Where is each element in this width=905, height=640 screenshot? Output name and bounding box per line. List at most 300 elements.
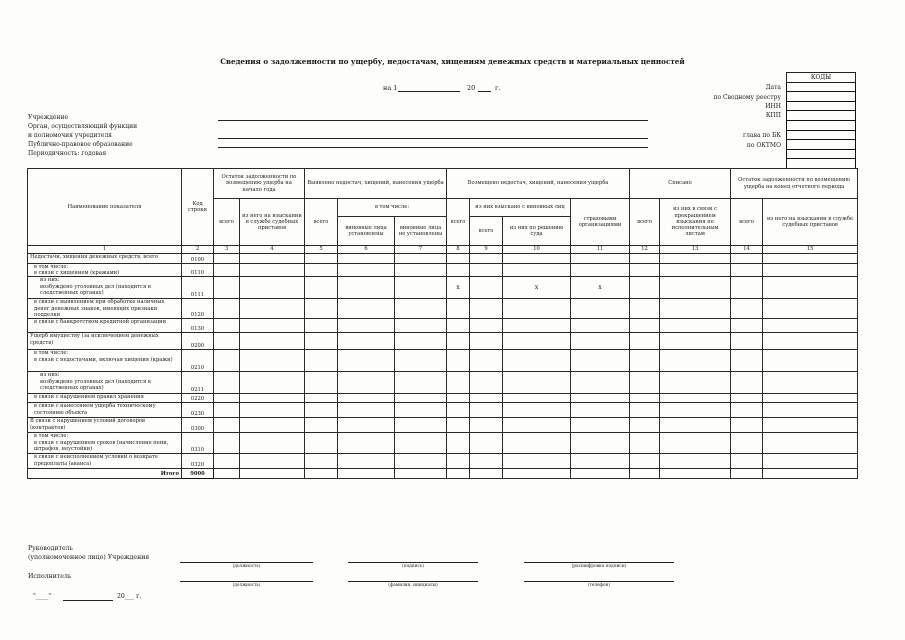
value-cell[interactable] xyxy=(240,403,305,418)
not-applicable-mark: х xyxy=(447,277,470,299)
value-cell[interactable] xyxy=(763,254,858,264)
header-by-court: из них по решению суда xyxy=(503,217,571,246)
date-year-prefix: 20 xyxy=(467,84,476,92)
table-row xyxy=(28,433,858,454)
value-cell[interactable] xyxy=(731,454,763,469)
value-cell[interactable] xyxy=(470,299,503,319)
value-cell[interactable] xyxy=(660,372,731,394)
value-cell[interactable] xyxy=(660,433,731,454)
value-cell[interactable] xyxy=(395,319,447,333)
row-code: 0130 xyxy=(182,319,214,333)
table-body xyxy=(28,254,858,469)
row-name: в том числе: в связи с нарушением сроков (начисление пени, штрафов, неустойки) xyxy=(28,433,182,454)
value-cell[interactable] xyxy=(630,454,660,469)
label-date: Дата xyxy=(765,84,781,91)
row-code: 0200 xyxy=(182,333,214,350)
label-periodicity: Периодичность: годовая xyxy=(28,150,107,157)
value-cell[interactable] xyxy=(447,254,470,264)
code-date[interactable] xyxy=(787,82,856,92)
caption-signature: (подпись) xyxy=(402,564,424,569)
row-code: 0100 xyxy=(182,254,214,264)
value-cell[interactable] xyxy=(630,433,660,454)
value-cell[interactable] xyxy=(630,350,660,372)
value-cell[interactable] xyxy=(763,333,858,350)
value-cell[interactable] xyxy=(470,454,503,469)
caption-decoding: (расшифровка подписи) xyxy=(571,564,627,569)
value-cell[interactable] xyxy=(214,372,240,394)
value-cell[interactable] xyxy=(660,299,731,319)
row-name: в связи с банкротством кредитной организации xyxy=(28,319,182,333)
header-recovered-total: всего xyxy=(470,217,503,246)
header-terminated: из них в связи с прекращением взыскания по исполнительным листам xyxy=(660,199,731,246)
label-bk-chapter: глава по БК xyxy=(743,132,781,139)
head-position-field[interactable] xyxy=(180,562,313,563)
column-number: 13 xyxy=(660,246,731,254)
value-cell[interactable] xyxy=(660,333,731,350)
value-cell[interactable] xyxy=(395,254,447,264)
value-cell[interactable] xyxy=(338,264,395,277)
row-name: В связи с нарушением условий договоров (контрактов) xyxy=(28,418,182,433)
column-number: 9 xyxy=(470,246,503,254)
header-repaid-total: всего xyxy=(447,199,470,246)
value-cell[interactable] xyxy=(763,372,858,394)
value-cell[interactable] xyxy=(338,254,395,264)
value-cell[interactable] xyxy=(305,333,338,350)
value-cell[interactable] xyxy=(447,418,470,433)
main-table xyxy=(27,168,858,479)
header-code: Код строки xyxy=(182,169,214,246)
value-cell[interactable] xyxy=(338,350,395,372)
value-cell[interactable] xyxy=(731,277,763,299)
value-cell[interactable] xyxy=(338,277,395,299)
executor-phone-field[interactable] xyxy=(524,581,674,582)
value-cell[interactable] xyxy=(763,454,858,469)
row-name: в том числе: в связи с хищением (кражами) xyxy=(28,264,182,277)
value-cell[interactable] xyxy=(763,299,858,319)
value-cell[interactable] xyxy=(503,299,571,319)
head-decoding-field[interactable] xyxy=(524,562,674,563)
value-cell[interactable] xyxy=(503,372,571,394)
header-written-off-total: всего xyxy=(630,199,660,246)
value-cell[interactable] xyxy=(470,372,503,394)
value-cell[interactable] xyxy=(660,277,731,299)
code-empty-3[interactable] xyxy=(787,159,856,169)
value-cell[interactable] xyxy=(395,372,447,394)
value-cell[interactable] xyxy=(660,319,731,333)
value-cell[interactable] xyxy=(447,333,470,350)
value-cell[interactable] xyxy=(470,394,503,403)
table-row xyxy=(28,319,858,333)
value-cell[interactable] xyxy=(214,433,240,454)
executor-position-field[interactable] xyxy=(180,581,313,582)
value-cell[interactable] xyxy=(305,454,338,469)
value-cell[interactable] xyxy=(503,254,571,264)
value-cell[interactable] xyxy=(571,433,630,454)
table-row xyxy=(28,394,858,403)
value-cell[interactable] xyxy=(763,264,858,277)
report-title: Сведения о задолженности по ущербу, недостачам, хищениям денежных средств и материальных ценностей xyxy=(220,57,685,66)
code-bk-chapter[interactable] xyxy=(787,140,856,150)
total-code: 9000 xyxy=(182,469,214,479)
code-inn[interactable] xyxy=(787,101,856,111)
value-cell[interactable] xyxy=(763,403,858,418)
value-cell[interactable] xyxy=(660,394,731,403)
row-code: 0220 xyxy=(182,394,214,403)
value-cell[interactable] xyxy=(660,403,731,418)
value-cell[interactable] xyxy=(470,350,503,372)
value-cell[interactable] xyxy=(395,277,447,299)
value-cell[interactable] xyxy=(470,319,503,333)
value-cell[interactable] xyxy=(571,350,630,372)
value-cell[interactable] xyxy=(503,418,571,433)
value-cell[interactable] xyxy=(214,403,240,418)
row-name: из них: возбуждено уголовных дел (находится в следственных органах) xyxy=(28,277,182,299)
label-founder-2: и полномочия учредителя xyxy=(28,132,112,139)
total-label: Итого xyxy=(28,469,182,479)
column-number: 4 xyxy=(240,246,305,254)
code-oktmo[interactable] xyxy=(787,149,856,159)
value-cell[interactable] xyxy=(503,433,571,454)
header-name: Наименование показателя xyxy=(28,169,182,246)
code-registry[interactable] xyxy=(787,92,856,102)
sign-date-month-field[interactable] xyxy=(63,600,113,601)
value-cell[interactable] xyxy=(305,254,338,264)
value-cell[interactable] xyxy=(571,264,630,277)
table-row xyxy=(28,277,858,299)
table-row xyxy=(28,403,858,418)
value-cell[interactable] xyxy=(470,403,503,418)
value-cell[interactable] xyxy=(447,394,470,403)
value-cell[interactable] xyxy=(338,433,395,454)
value-cell[interactable] xyxy=(305,319,338,333)
column-number: 1 xyxy=(28,246,182,254)
column-number: 7 xyxy=(395,246,447,254)
row-name: в связи с нарушением правил хранения xyxy=(28,394,182,403)
codes-table xyxy=(786,72,856,169)
code-empty-1[interactable] xyxy=(787,120,856,130)
value-cell[interactable] xyxy=(470,433,503,454)
value-cell[interactable] xyxy=(447,403,470,418)
row-name: в том числе: в связи с недостачами, включая хищения (кражи) xyxy=(28,350,182,372)
date-year-field[interactable] xyxy=(478,91,491,92)
total-row xyxy=(28,469,858,479)
value-cell[interactable] xyxy=(571,403,630,418)
row-name: Ущерб имуществу (за исключением денежных средств) xyxy=(28,333,182,350)
value-cell[interactable] xyxy=(630,277,660,299)
value-cell[interactable] xyxy=(447,433,470,454)
header-repaid: Возмещено недостач, хищений, нанесения ущерба xyxy=(447,169,630,199)
value-cell[interactable] xyxy=(305,264,338,277)
value-cell[interactable] xyxy=(338,299,395,319)
column-numbers-row xyxy=(28,246,858,254)
value-cell[interactable] xyxy=(630,372,660,394)
sign-date-year: 20___ г. xyxy=(117,593,142,600)
value-cell[interactable] xyxy=(763,433,858,454)
value-cell[interactable] xyxy=(447,264,470,277)
value-cell[interactable] xyxy=(240,333,305,350)
value-cell[interactable] xyxy=(395,418,447,433)
column-number: 5 xyxy=(305,246,338,254)
value-cell[interactable] xyxy=(395,403,447,418)
value-cell[interactable] xyxy=(731,350,763,372)
caption-phone: (телефон) xyxy=(587,583,611,588)
value-cell[interactable] xyxy=(214,333,240,350)
header-detected: Выявлено недостач, хищений, нанесения ущерба xyxy=(305,169,447,199)
value-cell[interactable] xyxy=(395,433,447,454)
value-cell[interactable] xyxy=(395,350,447,372)
value-cell[interactable] xyxy=(240,264,305,277)
value-cell[interactable] xyxy=(731,319,763,333)
value-cell[interactable] xyxy=(447,299,470,319)
value-cell[interactable] xyxy=(395,333,447,350)
caption-position-2: (должность) xyxy=(232,583,261,588)
row-code: 0210 xyxy=(182,350,214,372)
value-cell[interactable] xyxy=(395,299,447,319)
code-kpp[interactable] xyxy=(787,111,856,121)
not-applicable-mark: х xyxy=(571,277,630,299)
value-cell[interactable] xyxy=(571,372,630,394)
code-empty-2[interactable] xyxy=(787,130,856,140)
value-cell[interactable] xyxy=(338,372,395,394)
value-cell[interactable] xyxy=(630,264,660,277)
row-code: 0320 xyxy=(182,454,214,469)
row-code: 0300 xyxy=(182,418,214,433)
value-cell[interactable] xyxy=(630,299,660,319)
value-cell[interactable] xyxy=(305,394,338,403)
value-cell[interactable] xyxy=(630,333,660,350)
value-cell[interactable] xyxy=(503,350,571,372)
value-cell[interactable] xyxy=(214,277,240,299)
date-day-month-field[interactable] xyxy=(398,91,460,92)
head-label-1: Руководитель xyxy=(28,545,73,552)
value-cell[interactable] xyxy=(240,372,305,394)
label-institution: Учреждение xyxy=(28,114,69,121)
value-cell[interactable] xyxy=(731,394,763,403)
value-cell[interactable] xyxy=(470,277,503,299)
label-registry: по Сводному реестру xyxy=(713,94,781,101)
header-written-off: Списано xyxy=(630,169,731,199)
header-opening: Остаток задолженности по возмещению ущерба на начало года xyxy=(214,169,305,199)
header-detected-total: всего xyxy=(305,199,338,246)
value-cell[interactable] xyxy=(503,333,571,350)
row-code: 0120 xyxy=(182,299,214,319)
table-row xyxy=(28,350,858,372)
row-name: в связи с нанесением ущерба техническому состоянию объекта xyxy=(28,403,182,418)
value-cell[interactable] xyxy=(660,454,731,469)
value-cell[interactable] xyxy=(763,319,858,333)
value-cell[interactable] xyxy=(447,319,470,333)
value-cell[interactable] xyxy=(338,394,395,403)
public-entity-field[interactable] xyxy=(218,147,648,148)
value-cell[interactable] xyxy=(763,394,858,403)
label-inn: ИНН xyxy=(765,103,781,110)
value-cell[interactable] xyxy=(660,254,731,264)
value-cell[interactable] xyxy=(240,433,305,454)
label-public-entity: Публично-правовое образование xyxy=(28,141,133,148)
date-suffix: г. xyxy=(495,84,501,92)
value-cell[interactable] xyxy=(731,254,763,264)
column-number: 11 xyxy=(571,246,630,254)
table-row xyxy=(28,333,858,350)
header-opening-total: всего xyxy=(214,199,240,246)
value-cell[interactable] xyxy=(214,299,240,319)
value-cell[interactable] xyxy=(305,372,338,394)
value-cell[interactable] xyxy=(338,454,395,469)
caption-position: (должность) xyxy=(232,564,261,569)
row-name: в связи с неисполнением условий о возврате предоплаты (аванса) xyxy=(28,454,182,469)
value-cell[interactable] xyxy=(470,418,503,433)
value-cell[interactable] xyxy=(395,394,447,403)
value-cell[interactable] xyxy=(660,350,731,372)
value-cell[interactable] xyxy=(571,418,630,433)
row-code: 0211 xyxy=(182,372,214,394)
value-cell[interactable] xyxy=(630,418,660,433)
header-closing: Остаток задолженности по возмещению ущерба на конец отчетного периода xyxy=(731,169,858,199)
value-cell[interactable] xyxy=(305,433,338,454)
value-cell[interactable] xyxy=(731,433,763,454)
value-cell[interactable] xyxy=(763,418,858,433)
value-cell[interactable] xyxy=(214,319,240,333)
value-cell[interactable] xyxy=(305,403,338,418)
value-cell[interactable] xyxy=(395,264,447,277)
value-cell[interactable] xyxy=(763,350,858,372)
value-cell[interactable] xyxy=(503,264,571,277)
caption-fio: (фамилия, инициалы) xyxy=(388,583,438,588)
value-cell[interactable] xyxy=(503,319,571,333)
column-number: 14 xyxy=(731,246,763,254)
value-cell[interactable] xyxy=(731,403,763,418)
row-code: 0310 xyxy=(182,433,214,454)
header-guilty-found: виновные лица установлены xyxy=(338,217,395,246)
header-recovered: из них взыскано с виновных лиц xyxy=(470,199,571,217)
value-cell[interactable] xyxy=(214,350,240,372)
value-cell[interactable] xyxy=(731,418,763,433)
value-cell[interactable] xyxy=(630,319,660,333)
table-row xyxy=(28,264,858,277)
value-cell[interactable] xyxy=(503,454,571,469)
table-row xyxy=(28,372,858,394)
value-cell[interactable] xyxy=(214,394,240,403)
table-row xyxy=(28,299,858,319)
value-cell[interactable] xyxy=(214,264,240,277)
value-cell[interactable] xyxy=(731,333,763,350)
value-cell[interactable] xyxy=(395,454,447,469)
executor-fio-field[interactable] xyxy=(348,581,478,582)
table-row xyxy=(28,418,858,433)
header-opening-court: из него на взыскании в службе судебных приставов xyxy=(240,199,305,246)
header-guilty-not-found: виновные лица не установлены xyxy=(395,217,447,246)
column-number: 10 xyxy=(503,246,571,254)
label-kpp: КПП xyxy=(765,112,781,119)
column-number: 15 xyxy=(763,246,858,254)
column-number: 2 xyxy=(182,246,214,254)
value-cell[interactable] xyxy=(571,454,630,469)
value-cell[interactable] xyxy=(214,254,240,264)
value-cell[interactable] xyxy=(214,454,240,469)
head-signature-field[interactable] xyxy=(348,562,478,563)
value-cell[interactable] xyxy=(305,299,338,319)
value-cell[interactable] xyxy=(240,350,305,372)
value-cell[interactable] xyxy=(338,333,395,350)
header-closing-court: из него на взыскании в службе судебных приставов xyxy=(763,199,858,246)
date-prefix: на 1 xyxy=(383,84,398,92)
table-row xyxy=(28,254,858,264)
institution-field[interactable] xyxy=(218,120,648,121)
value-cell[interactable] xyxy=(240,277,305,299)
value-cell[interactable] xyxy=(571,254,630,264)
value-cell[interactable] xyxy=(240,254,305,264)
head-label-2: (уполномоченное лицо) Учреждения xyxy=(28,554,150,561)
founder-field[interactable] xyxy=(218,138,648,139)
value-cell[interactable] xyxy=(240,454,305,469)
value-cell[interactable] xyxy=(571,333,630,350)
executor-label: Исполнитель xyxy=(28,573,72,580)
value-cell[interactable] xyxy=(447,372,470,394)
header-closing-total: всего xyxy=(731,199,763,246)
column-number: 3 xyxy=(214,246,240,254)
value-cell[interactable] xyxy=(470,254,503,264)
value-cell[interactable] xyxy=(240,394,305,403)
header-insurance: страховыми организациями xyxy=(571,199,630,246)
header-in-that-number: в том числе: xyxy=(338,199,447,217)
value-cell[interactable] xyxy=(305,277,338,299)
value-cell[interactable] xyxy=(470,333,503,350)
column-number: 8 xyxy=(447,246,470,254)
value-cell[interactable] xyxy=(660,264,731,277)
value-cell[interactable] xyxy=(731,264,763,277)
label-founder-1: Орган, осуществляющий функции xyxy=(28,123,138,130)
label-oktmo: по ОКТМО xyxy=(746,142,781,149)
column-number: 6 xyxy=(338,246,395,254)
value-cell[interactable] xyxy=(571,394,630,403)
value-cell[interactable] xyxy=(630,394,660,403)
value-cell[interactable] xyxy=(447,454,470,469)
value-cell[interactable] xyxy=(571,299,630,319)
row-name: из них: возбуждено уголовных дел (находится в следственных органах) xyxy=(28,372,182,394)
row-code: 0111 xyxy=(182,277,214,299)
value-cell[interactable] xyxy=(630,254,660,264)
value-cell[interactable] xyxy=(470,264,503,277)
value-cell[interactable] xyxy=(503,394,571,403)
value-cell[interactable] xyxy=(571,319,630,333)
row-name: в связи с выявлением при обработке наличных денег денежных знаков, имеющих признаки подделки xyxy=(28,299,182,319)
row-code: 0110 xyxy=(182,264,214,277)
value-cell[interactable] xyxy=(731,299,763,319)
codes-header: КОДЫ xyxy=(787,73,856,83)
value-cell[interactable] xyxy=(503,403,571,418)
value-cell[interactable] xyxy=(305,350,338,372)
value-cell[interactable] xyxy=(338,403,395,418)
value-cell[interactable] xyxy=(338,319,395,333)
value-cell[interactable] xyxy=(763,277,858,299)
value-cell[interactable] xyxy=(731,372,763,394)
value-cell[interactable] xyxy=(240,418,305,433)
column-number: 12 xyxy=(630,246,660,254)
value-cell[interactable] xyxy=(305,418,338,433)
value-cell[interactable] xyxy=(630,403,660,418)
sign-date-day: "____" xyxy=(33,593,52,600)
not-applicable-mark: х xyxy=(503,277,571,299)
row-name: Недостачи, хищения денежных средств, всего xyxy=(28,254,182,264)
value-cell[interactable] xyxy=(338,418,395,433)
value-cell[interactable] xyxy=(240,319,305,333)
value-cell[interactable] xyxy=(214,418,240,433)
value-cell[interactable] xyxy=(240,299,305,319)
row-code: 0230 xyxy=(182,403,214,418)
value-cell[interactable] xyxy=(660,418,731,433)
value-cell[interactable] xyxy=(447,350,470,372)
table-row xyxy=(28,454,858,469)
